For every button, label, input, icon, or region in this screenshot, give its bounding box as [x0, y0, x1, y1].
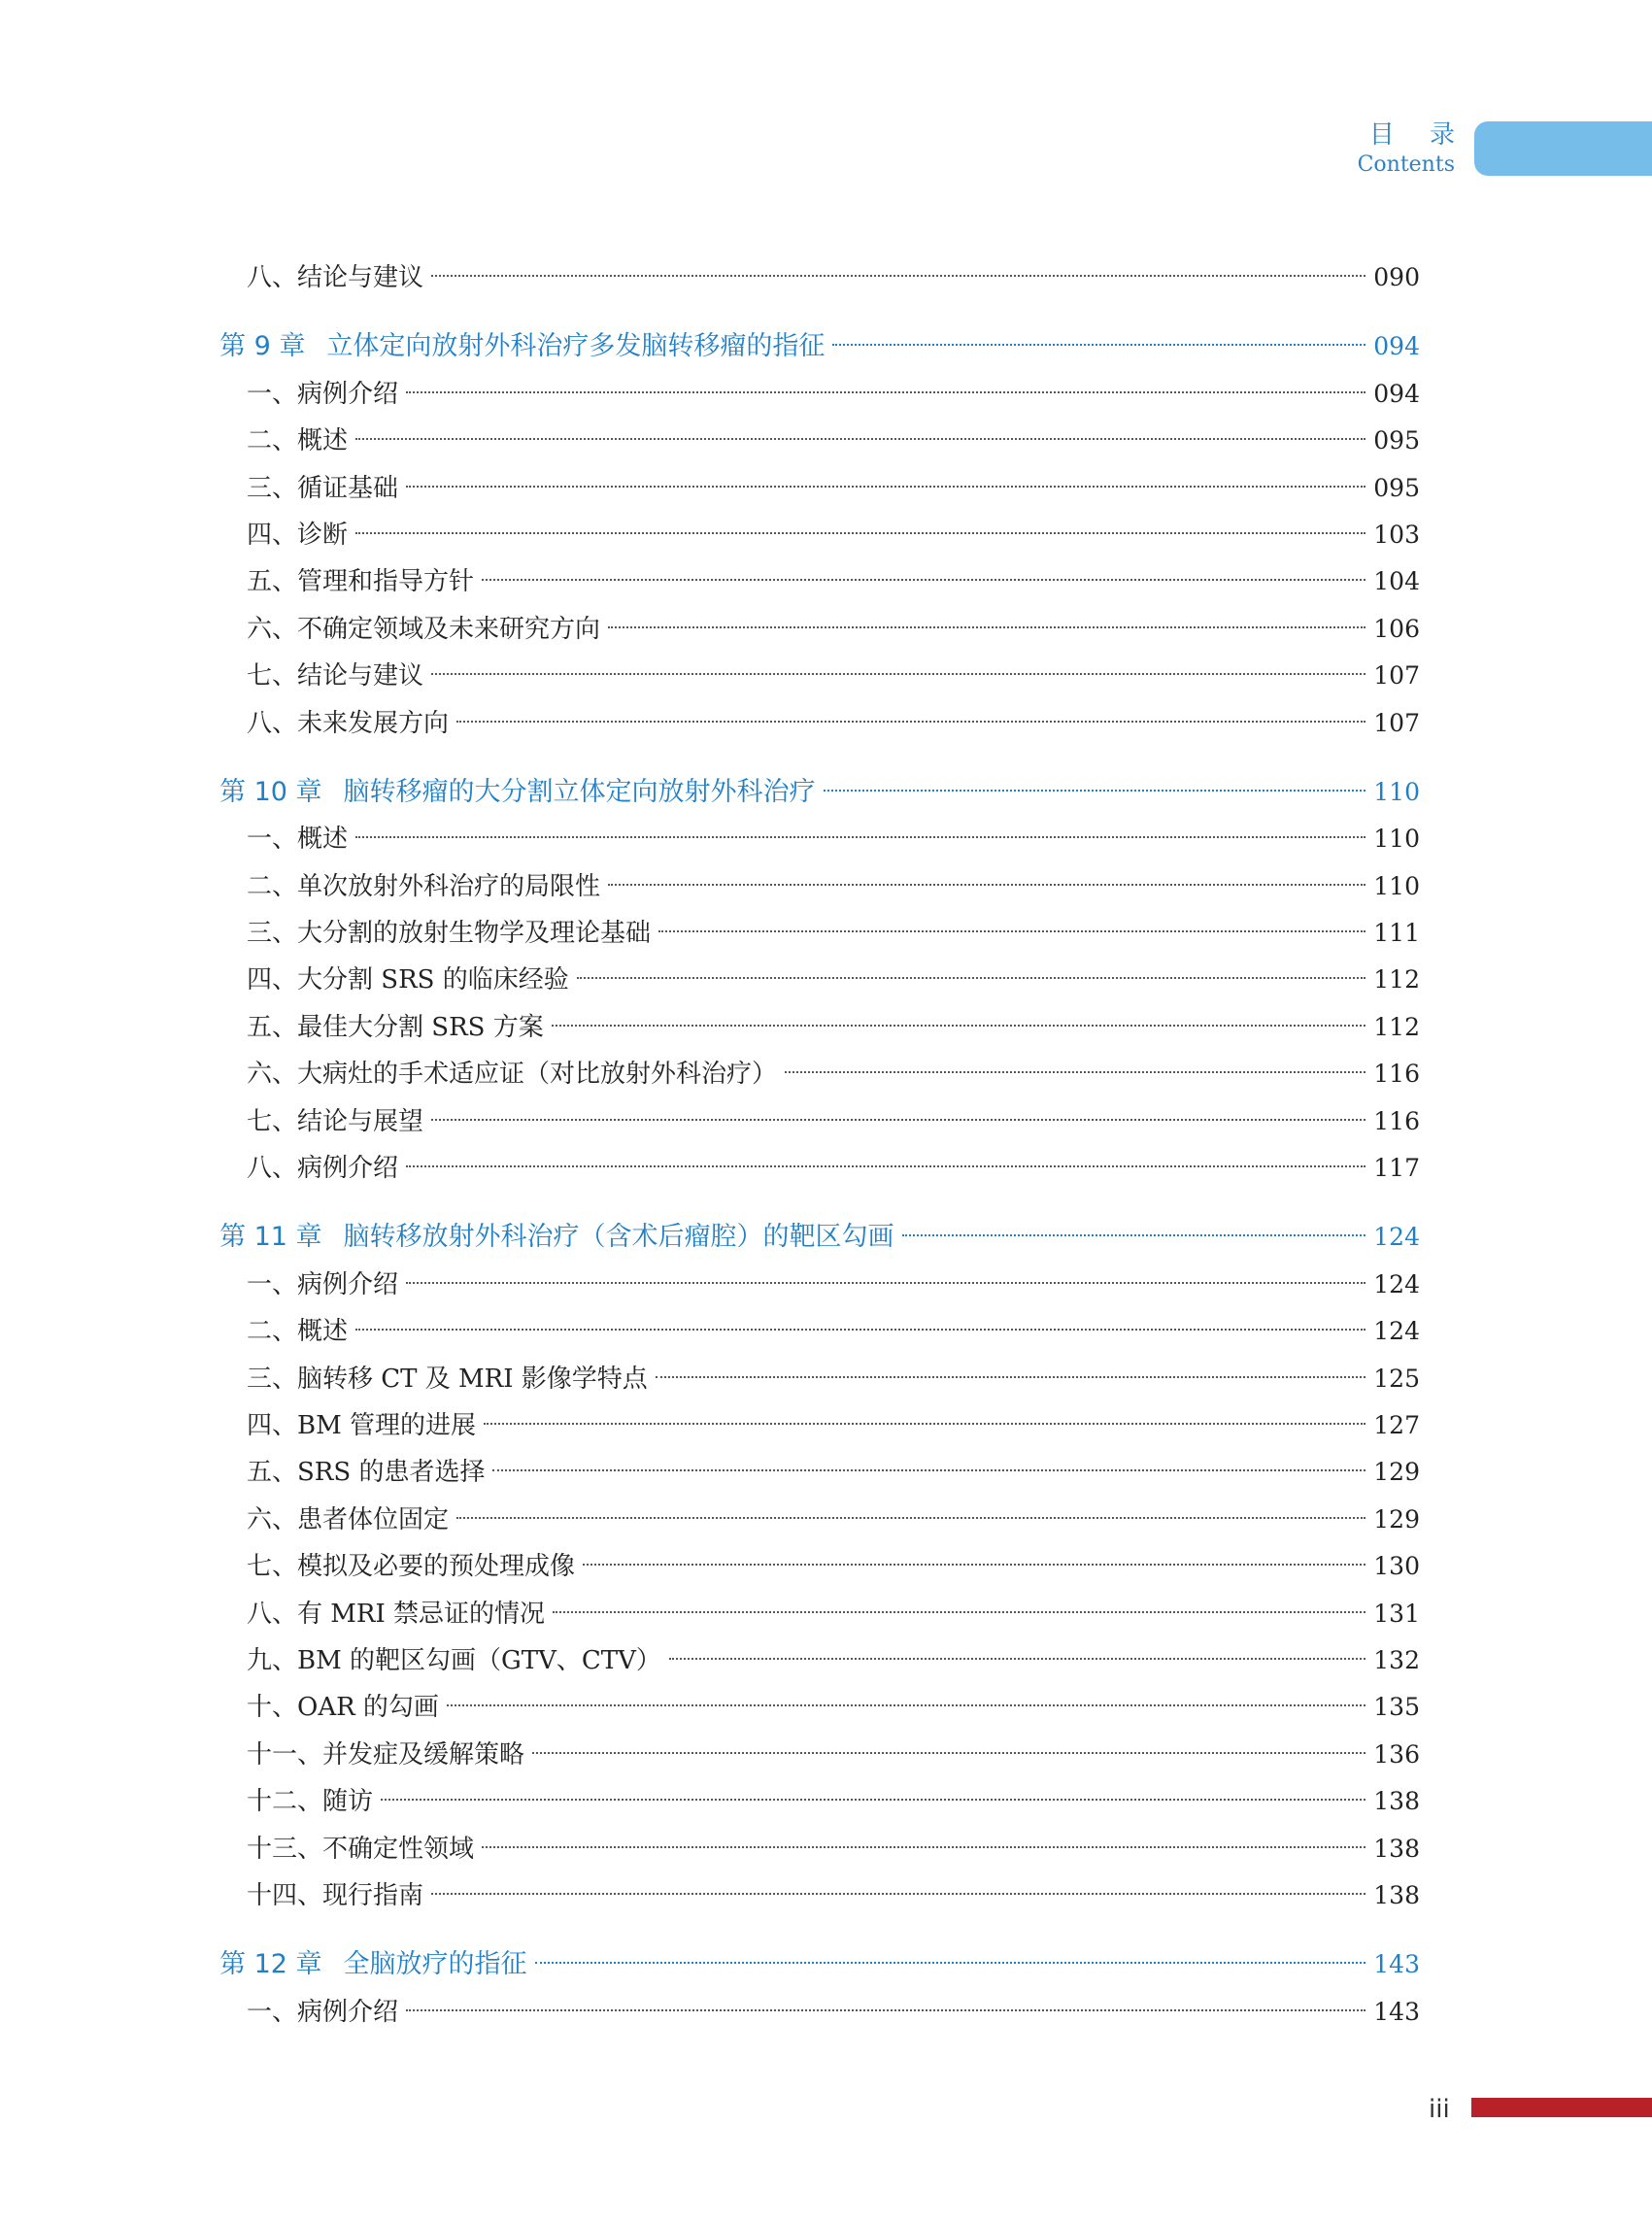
chapter-title: 立体定向放射外科治疗多发脑转移瘤的指征: [326, 331, 826, 362]
toc-page-number: 110: [1373, 777, 1420, 806]
toc-entry-row[interactable]: [219, 558, 1420, 605]
toc-entry-row[interactable]: [219, 1497, 1420, 1543]
toc-page-number: 112: [1373, 965, 1420, 995]
toc-page-number: 127: [1373, 1410, 1420, 1439]
chapter-number: 第 9 章: [219, 331, 306, 362]
toc-entry-row[interactable]: [219, 512, 1420, 558]
header-title: 目 录: [1368, 120, 1468, 150]
toc-page-number: 124: [1373, 1223, 1420, 1252]
toc-entry-row[interactable]: [219, 1402, 1420, 1449]
toc-entry-row[interactable]: [219, 1145, 1420, 1192]
entry-title: 十一、并发症及缓解策略: [247, 1739, 525, 1770]
toc-page-number: 138: [1373, 1834, 1420, 1863]
toc-page-number: 135: [1373, 1693, 1420, 1722]
footer-color-bar: [1471, 2098, 1652, 2117]
entry-title: 二、单次放射外科治疗的局限性: [247, 871, 601, 901]
entry-title: 二、概述: [247, 426, 349, 456]
page-header: [1357, 118, 1468, 179]
dot-leader: [431, 1893, 1365, 1895]
toc-entry-row[interactable]: [219, 1004, 1420, 1051]
dot-leader: [456, 1517, 1365, 1519]
page-number: iii: [1429, 2095, 1450, 2124]
toc-entry-row[interactable]: [219, 957, 1420, 1003]
toc-entry-row[interactable]: [219, 863, 1420, 910]
toc-page-number: 124: [1373, 1269, 1420, 1298]
chapter-number: 第 12 章: [219, 1949, 322, 1980]
toc-page-number: 104: [1373, 567, 1420, 596]
entry-title: 三、循证基础: [247, 473, 399, 503]
toc-page-number: 130: [1373, 1552, 1420, 1581]
chapter-number: 第 11 章: [219, 1222, 322, 1253]
dot-leader: [431, 275, 1365, 277]
toc-page-number: 107: [1373, 708, 1420, 737]
toc-page-number: 106: [1373, 614, 1420, 643]
chapter-title: 脑转移放射外科治疗（含术后瘤腔）的靶区勾画: [343, 1222, 894, 1253]
dot-leader: [583, 1564, 1365, 1566]
dot-leader: [484, 1423, 1365, 1425]
dot-leader: [532, 1752, 1365, 1754]
chapter-title: 脑转移瘤的大分割立体定向放射外科治疗: [343, 776, 816, 807]
dot-leader: [406, 486, 1365, 488]
toc-entry-row[interactable]: [219, 816, 1420, 862]
toc-entry-row[interactable]: [219, 1637, 1420, 1684]
dot-leader: [406, 2009, 1365, 2011]
entry-title: 一、病例介绍: [247, 1997, 399, 2027]
toc-page-number: 117: [1373, 1154, 1420, 1183]
toc-entry-row[interactable]: [219, 606, 1420, 653]
toc-chapter-row[interactable]: [219, 769, 1420, 816]
toc-entry-row[interactable]: [219, 1872, 1420, 1919]
entry-title: 八、未来发展方向: [247, 708, 450, 738]
toc-page-number: 094: [1373, 332, 1420, 361]
toc-entry-row[interactable]: [219, 1098, 1420, 1145]
entry-title: 十三、不确定性领域: [247, 1834, 475, 1864]
dot-leader: [785, 1071, 1365, 1073]
toc-entry-row[interactable]: [219, 1051, 1420, 1097]
dot-leader: [381, 1799, 1365, 1801]
toc-page-number: 095: [1373, 426, 1420, 455]
dot-leader: [406, 1165, 1365, 1167]
dot-leader: [355, 532, 1365, 534]
toc-entry-row[interactable]: [219, 254, 1420, 301]
toc-page-number: 129: [1373, 1504, 1420, 1534]
toc-page-number: 090: [1373, 263, 1420, 291]
entry-title: 一、病例介绍: [247, 1269, 399, 1299]
entry-title: 四、BM 管理的进展: [247, 1410, 476, 1440]
entry-title: 三、大分割的放射生物学及理论基础: [247, 919, 652, 949]
toc-page-number: 112: [1373, 1012, 1420, 1041]
dot-leader: [658, 930, 1365, 932]
dot-leader: [431, 673, 1365, 675]
dot-leader: [832, 344, 1365, 346]
entry-title: 七、模拟及必要的预处理成像: [247, 1552, 576, 1582]
toc-entry-row[interactable]: [219, 1684, 1420, 1731]
toc-page-number: 111: [1373, 919, 1420, 948]
header-subtitle: Contents: [1357, 152, 1455, 177]
toc-entry-row[interactable]: [219, 1308, 1420, 1355]
entry-title: 六、患者体位固定: [247, 1504, 450, 1534]
toc-entry-row[interactable]: [219, 910, 1420, 957]
entry-title: 二、概述: [247, 1317, 349, 1347]
toc-page-number: 143: [1373, 1950, 1420, 1979]
entry-title: 四、诊断: [247, 520, 349, 550]
toc-page-number: 132: [1373, 1645, 1420, 1674]
dot-leader: [552, 1025, 1366, 1027]
entry-title: 一、病例介绍: [247, 379, 399, 409]
dot-leader: [355, 836, 1365, 838]
entry-title: 一、概述: [247, 825, 349, 855]
chapter-number: 第 10 章: [219, 776, 322, 807]
toc-page-number: 136: [1373, 1739, 1420, 1769]
toc-entry-row[interactable]: [219, 1989, 1420, 2036]
dot-leader: [406, 1282, 1365, 1284]
dot-leader: [355, 1329, 1365, 1331]
dot-leader: [431, 1119, 1365, 1121]
toc-page-number: 143: [1373, 1997, 1420, 2026]
toc-entry-row[interactable]: [219, 1356, 1420, 1402]
toc-entry-row[interactable]: [219, 1591, 1420, 1637]
toc-page-number: 138: [1373, 1880, 1420, 1909]
entry-title: 七、结论与展望: [247, 1106, 424, 1136]
toc-page-number: 131: [1373, 1599, 1420, 1628]
entry-title: 十二、随访: [247, 1787, 374, 1817]
entry-title: 五、最佳大分割 SRS 方案: [247, 1012, 544, 1042]
toc-page-number: 110: [1373, 871, 1420, 900]
toc-page-number: 116: [1373, 1060, 1420, 1089]
toc-entry-row[interactable]: [219, 653, 1420, 699]
toc-page-number: 125: [1373, 1364, 1420, 1393]
dot-leader: [902, 1234, 1366, 1236]
toc-entry-row[interactable]: [219, 1778, 1420, 1825]
toc-chapter-row[interactable]: [219, 323, 1420, 370]
dot-leader: [824, 790, 1366, 792]
dot-leader: [355, 438, 1365, 440]
dot-leader: [577, 977, 1366, 979]
dot-leader: [608, 626, 1365, 628]
entry-title: 七、结论与建议: [247, 661, 424, 691]
toc-entry-row[interactable]: [219, 1449, 1420, 1496]
entry-title: 九、BM 的靶区勾画（GTV、CTV）: [247, 1645, 661, 1675]
chapter-title: 全脑放疗的指征: [343, 1949, 527, 1980]
dot-leader: [608, 884, 1365, 886]
toc-page-number: 124: [1373, 1317, 1420, 1346]
toc-page-number: 116: [1373, 1106, 1420, 1135]
toc-page-number: 094: [1373, 379, 1420, 408]
dot-leader: [447, 1704, 1365, 1706]
toc-entry-row[interactable]: [219, 1826, 1420, 1872]
toc-page-number: 103: [1373, 520, 1420, 549]
entry-title: 五、SRS 的患者选择: [247, 1458, 486, 1488]
dot-leader: [656, 1376, 1366, 1378]
toc-chapter-row[interactable]: [219, 1214, 1420, 1261]
entry-title: 六、不确定领域及未来研究方向: [247, 614, 601, 644]
toc-chapter-row[interactable]: [219, 1941, 1420, 1988]
entry-title: 十、OAR 的勾画: [247, 1693, 439, 1723]
dot-leader: [406, 391, 1365, 393]
toc-page-number: 107: [1373, 661, 1420, 691]
dot-leader: [456, 721, 1365, 723]
toc-entry-row[interactable]: [219, 1543, 1420, 1590]
toc-page-number: 095: [1373, 473, 1420, 502]
toc-page-number: 138: [1373, 1787, 1420, 1816]
toc-entry-row[interactable]: [219, 371, 1420, 418]
entry-title: 八、结论与建议: [247, 263, 424, 292]
toc-entry-row[interactable]: [219, 1732, 1420, 1778]
entry-title: 三、脑转移 CT 及 MRI 影像学特点: [247, 1364, 648, 1394]
dot-leader: [482, 579, 1365, 581]
toc-page-number: 129: [1373, 1458, 1420, 1487]
toc-entry-row[interactable]: [219, 700, 1420, 747]
dot-leader: [535, 1962, 1366, 1964]
entry-title: 六、大病灶的手术适应证（对比放射外科治疗）: [247, 1060, 778, 1090]
toc-page-number: 110: [1373, 825, 1420, 854]
dot-leader: [669, 1658, 1365, 1660]
entry-title: 八、有 MRI 禁忌证的情况: [247, 1599, 545, 1629]
section-tab-marker: [1474, 121, 1652, 176]
dot-leader: [553, 1611, 1365, 1613]
toc-entry-row[interactable]: [219, 418, 1420, 464]
dot-leader: [492, 1469, 1365, 1471]
entry-title: 八、病例介绍: [247, 1154, 399, 1184]
dot-leader: [482, 1846, 1365, 1848]
toc-entry-row[interactable]: [219, 465, 1420, 512]
toc-entry-row[interactable]: [219, 1262, 1420, 1308]
entry-title: 五、管理和指导方针: [247, 567, 475, 597]
table-of-contents: [219, 254, 1420, 2036]
entry-title: 十四、现行指南: [247, 1880, 424, 1910]
entry-title: 四、大分割 SRS 的临床经验: [247, 965, 569, 995]
